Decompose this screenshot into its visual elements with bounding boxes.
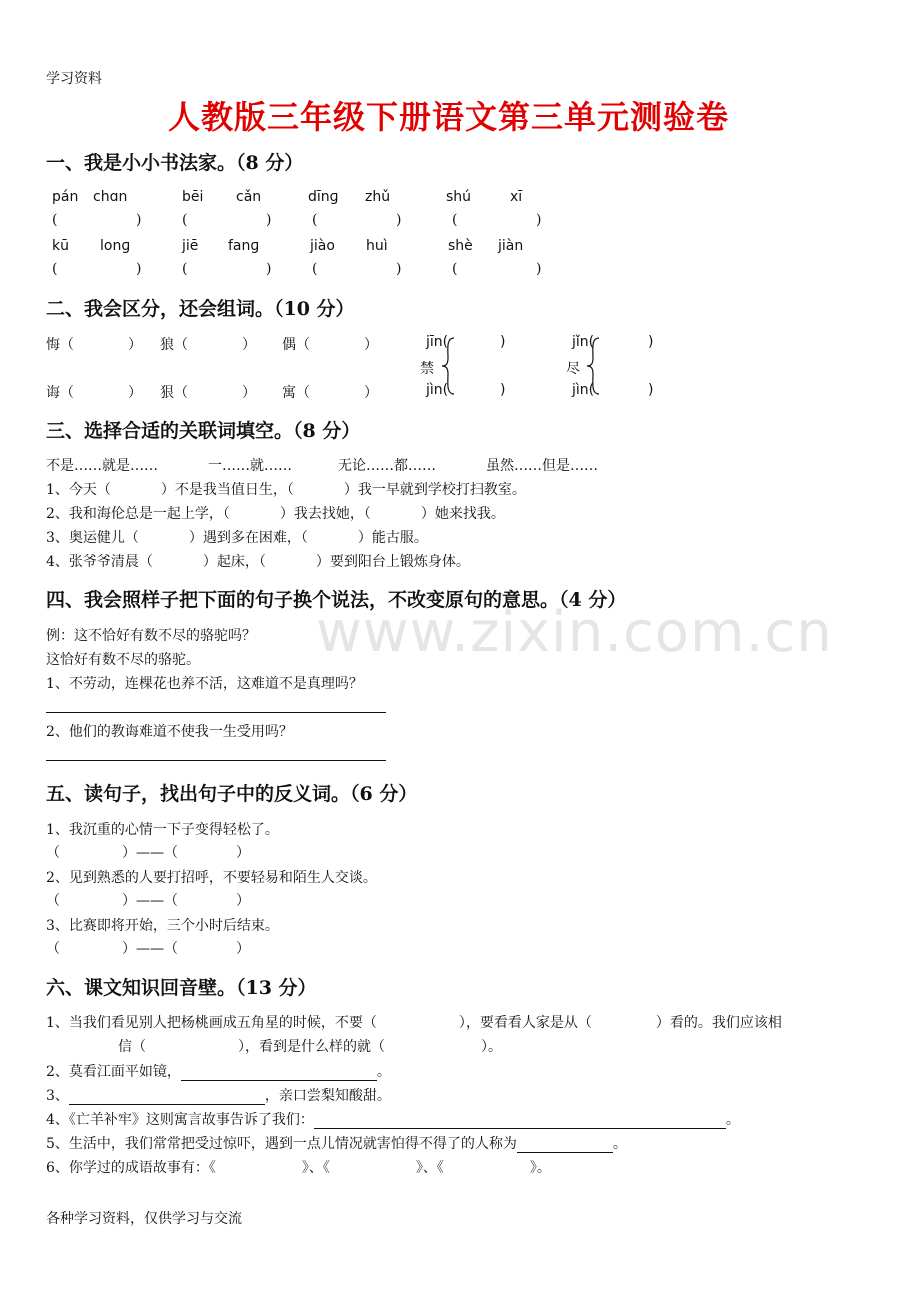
footer-note: 各种学习资料，仅供学习与交流 xyxy=(46,1211,242,1227)
blank-close: ） xyxy=(128,337,142,353)
question-6-2: 2、莫看江面平如镜， 。 xyxy=(46,1064,391,1080)
char-jin: 禁 xyxy=(420,361,434,377)
pinyin-jin2-bottom: jìn( xyxy=(572,382,595,398)
conjunction-option: 无论……都…… xyxy=(338,458,436,474)
char-with-blank: 狠（ xyxy=(160,385,188,401)
answer-line[interactable] xyxy=(46,760,386,761)
char-with-blank: 寓（ xyxy=(282,385,310,401)
pinyin: shè xyxy=(448,238,473,254)
blank-close: ) xyxy=(136,212,142,228)
blank-close: ) xyxy=(536,212,542,228)
blank-close: ) xyxy=(266,261,272,277)
blank-open: ( xyxy=(182,212,188,228)
question-4-2: 2、他们的教诲难道不使我一生受用吗？ xyxy=(46,724,293,740)
pinyin: dīnɡ xyxy=(308,189,339,205)
conjunction-option: 虽然……但是…… xyxy=(486,458,598,474)
char-with-blank: 诲（ xyxy=(46,385,74,401)
blank-close: ） xyxy=(242,337,256,353)
conjunction-option: 一……就…… xyxy=(208,458,292,474)
question-3-1: 1、今天（ ）不是我当值日生，（ ）我一早就到学校打扫教室。 xyxy=(46,482,526,498)
pinyin-jin2-top: jǐn( xyxy=(572,334,595,350)
pinyin: chɑn xyxy=(93,189,128,205)
section-2-heading: 二、我会区分，还会组词。（10 分） xyxy=(46,298,355,320)
pinyin: zhǔ xyxy=(365,189,391,205)
blank-open: ( xyxy=(182,261,188,277)
pinyin: kū xyxy=(52,238,69,254)
section-5-heading: 五、读句子，找出句子中的反义词。（6 分） xyxy=(46,783,418,805)
pinyin: bēi xyxy=(182,189,204,205)
question-6-6: 6、你学过的成语故事有：《 》、《 》、《 》。 xyxy=(46,1160,551,1176)
blank-close: ) xyxy=(500,334,506,350)
question-6-3: 3、 ，亲口尝梨知酸甜。 xyxy=(46,1088,391,1104)
pinyin: pán xyxy=(52,189,79,205)
blank-close: ) xyxy=(648,334,654,350)
blank-close: ) xyxy=(266,212,272,228)
pinyin: jiē xyxy=(182,238,199,254)
question-5-2: 2、见到熟悉的人要打招呼，不要轻易和陌生人交谈。 xyxy=(46,870,377,886)
blank-close: ) xyxy=(396,261,402,277)
blank-close: ） xyxy=(364,337,378,353)
blank-close: ） xyxy=(128,385,142,401)
pinyin: fanɡ xyxy=(228,238,260,254)
pinyin: jiàn xyxy=(498,238,524,254)
char-jin2: 尽 xyxy=(566,361,580,377)
question-3-2: 2、我和海伦总是一起上学，（ ）我去找她，（ ）她来找我。 xyxy=(46,506,505,522)
example-question: 例：这不恰好有数不尽的骆驼吗？ xyxy=(46,628,256,644)
page-title: 人教版三年级下册语文第三单元测验卷 xyxy=(168,98,730,136)
blank-open: ( xyxy=(452,212,458,228)
question-4-1: 1、不劳动，连棵花也养不活，这难道不是真理吗？ xyxy=(46,676,363,692)
antonym-pair-3: （ ）——（ ） xyxy=(46,941,250,957)
char-with-blank: 狼（ xyxy=(160,337,188,353)
answer-line[interactable] xyxy=(46,712,386,713)
pinyin: cǎn xyxy=(236,189,262,205)
pinyin-jin-top: jīn( xyxy=(426,334,449,350)
section-3-heading: 三、选择合适的关联词填空。（8 分） xyxy=(46,420,361,442)
char-with-blank: 偶（ xyxy=(282,337,310,353)
example-answer: 这恰好有数不尽的骆驼。 xyxy=(46,652,200,668)
antonym-pair-1: （ ）——（ ） xyxy=(46,845,250,861)
question-3-3: 3、奥运健儿（ ）遇到多在困难，（ ）能古服。 xyxy=(46,530,428,546)
char-with-blank: 悔（ xyxy=(46,337,74,353)
question-6-4: 4、《亡羊补牢》这则寓言故事告诉了我们： 。 xyxy=(46,1112,740,1128)
question-6-1b: 信（ ），看到是什么样的就（ ）。 xyxy=(118,1039,502,1055)
conjunction-option: 不是……就是…… xyxy=(46,458,158,474)
blank-open: ( xyxy=(312,212,318,228)
blank-open: ( xyxy=(52,261,58,277)
question-5-1: 1、我沉重的心情一下子变得轻松了。 xyxy=(46,822,279,838)
pinyin: huì xyxy=(366,238,388,254)
section-1-heading: 一、我是小小书法家。（8 分） xyxy=(46,152,304,174)
blank-close: ) xyxy=(396,212,402,228)
blank-close: ） xyxy=(364,385,378,401)
watermark: www.zixin.com.cn xyxy=(316,600,833,665)
pinyin: jiào xyxy=(310,238,335,254)
question-5-3: 3、比赛即将开始，三个小时后结束。 xyxy=(46,918,279,934)
pinyin: shú xyxy=(446,189,472,205)
top-note: 学习资料 xyxy=(46,71,102,87)
pinyin-jin-bottom: jìn( xyxy=(426,382,449,398)
question-3-4: 4、张爷爷清晨（ ）起床，（ ）要到阳台上锻炼身体。 xyxy=(46,554,470,570)
blank-open: ( xyxy=(52,212,58,228)
blank-close: ) xyxy=(500,382,506,398)
section-4-heading: 四、我会照样子把下面的句子换个说法，不改变原句的意思。（4 分） xyxy=(46,589,627,611)
blank-close: ) xyxy=(136,261,142,277)
pinyin: xī xyxy=(510,189,523,205)
antonym-pair-2: （ ）——（ ） xyxy=(46,893,250,909)
question-6-1a: 1、当我们看见别人把杨桃画成五角星的时候，不要（ ），要看看人家是从（ ）看的。我们应该相 xyxy=(46,1015,782,1031)
blank-close: ) xyxy=(648,382,654,398)
blank-close: ） xyxy=(242,385,256,401)
pinyin: lonɡ xyxy=(100,238,131,254)
section-6-heading: 六、课文知识回音壁。（13 分） xyxy=(46,977,317,999)
blank-open: ( xyxy=(452,261,458,277)
blank-open: ( xyxy=(312,261,318,277)
blank-close: ) xyxy=(536,261,542,277)
question-6-5: 5、生活中，我们常常把受过惊吓，遇到一点儿情况就害怕得不得了的人称为 。 xyxy=(46,1136,627,1152)
